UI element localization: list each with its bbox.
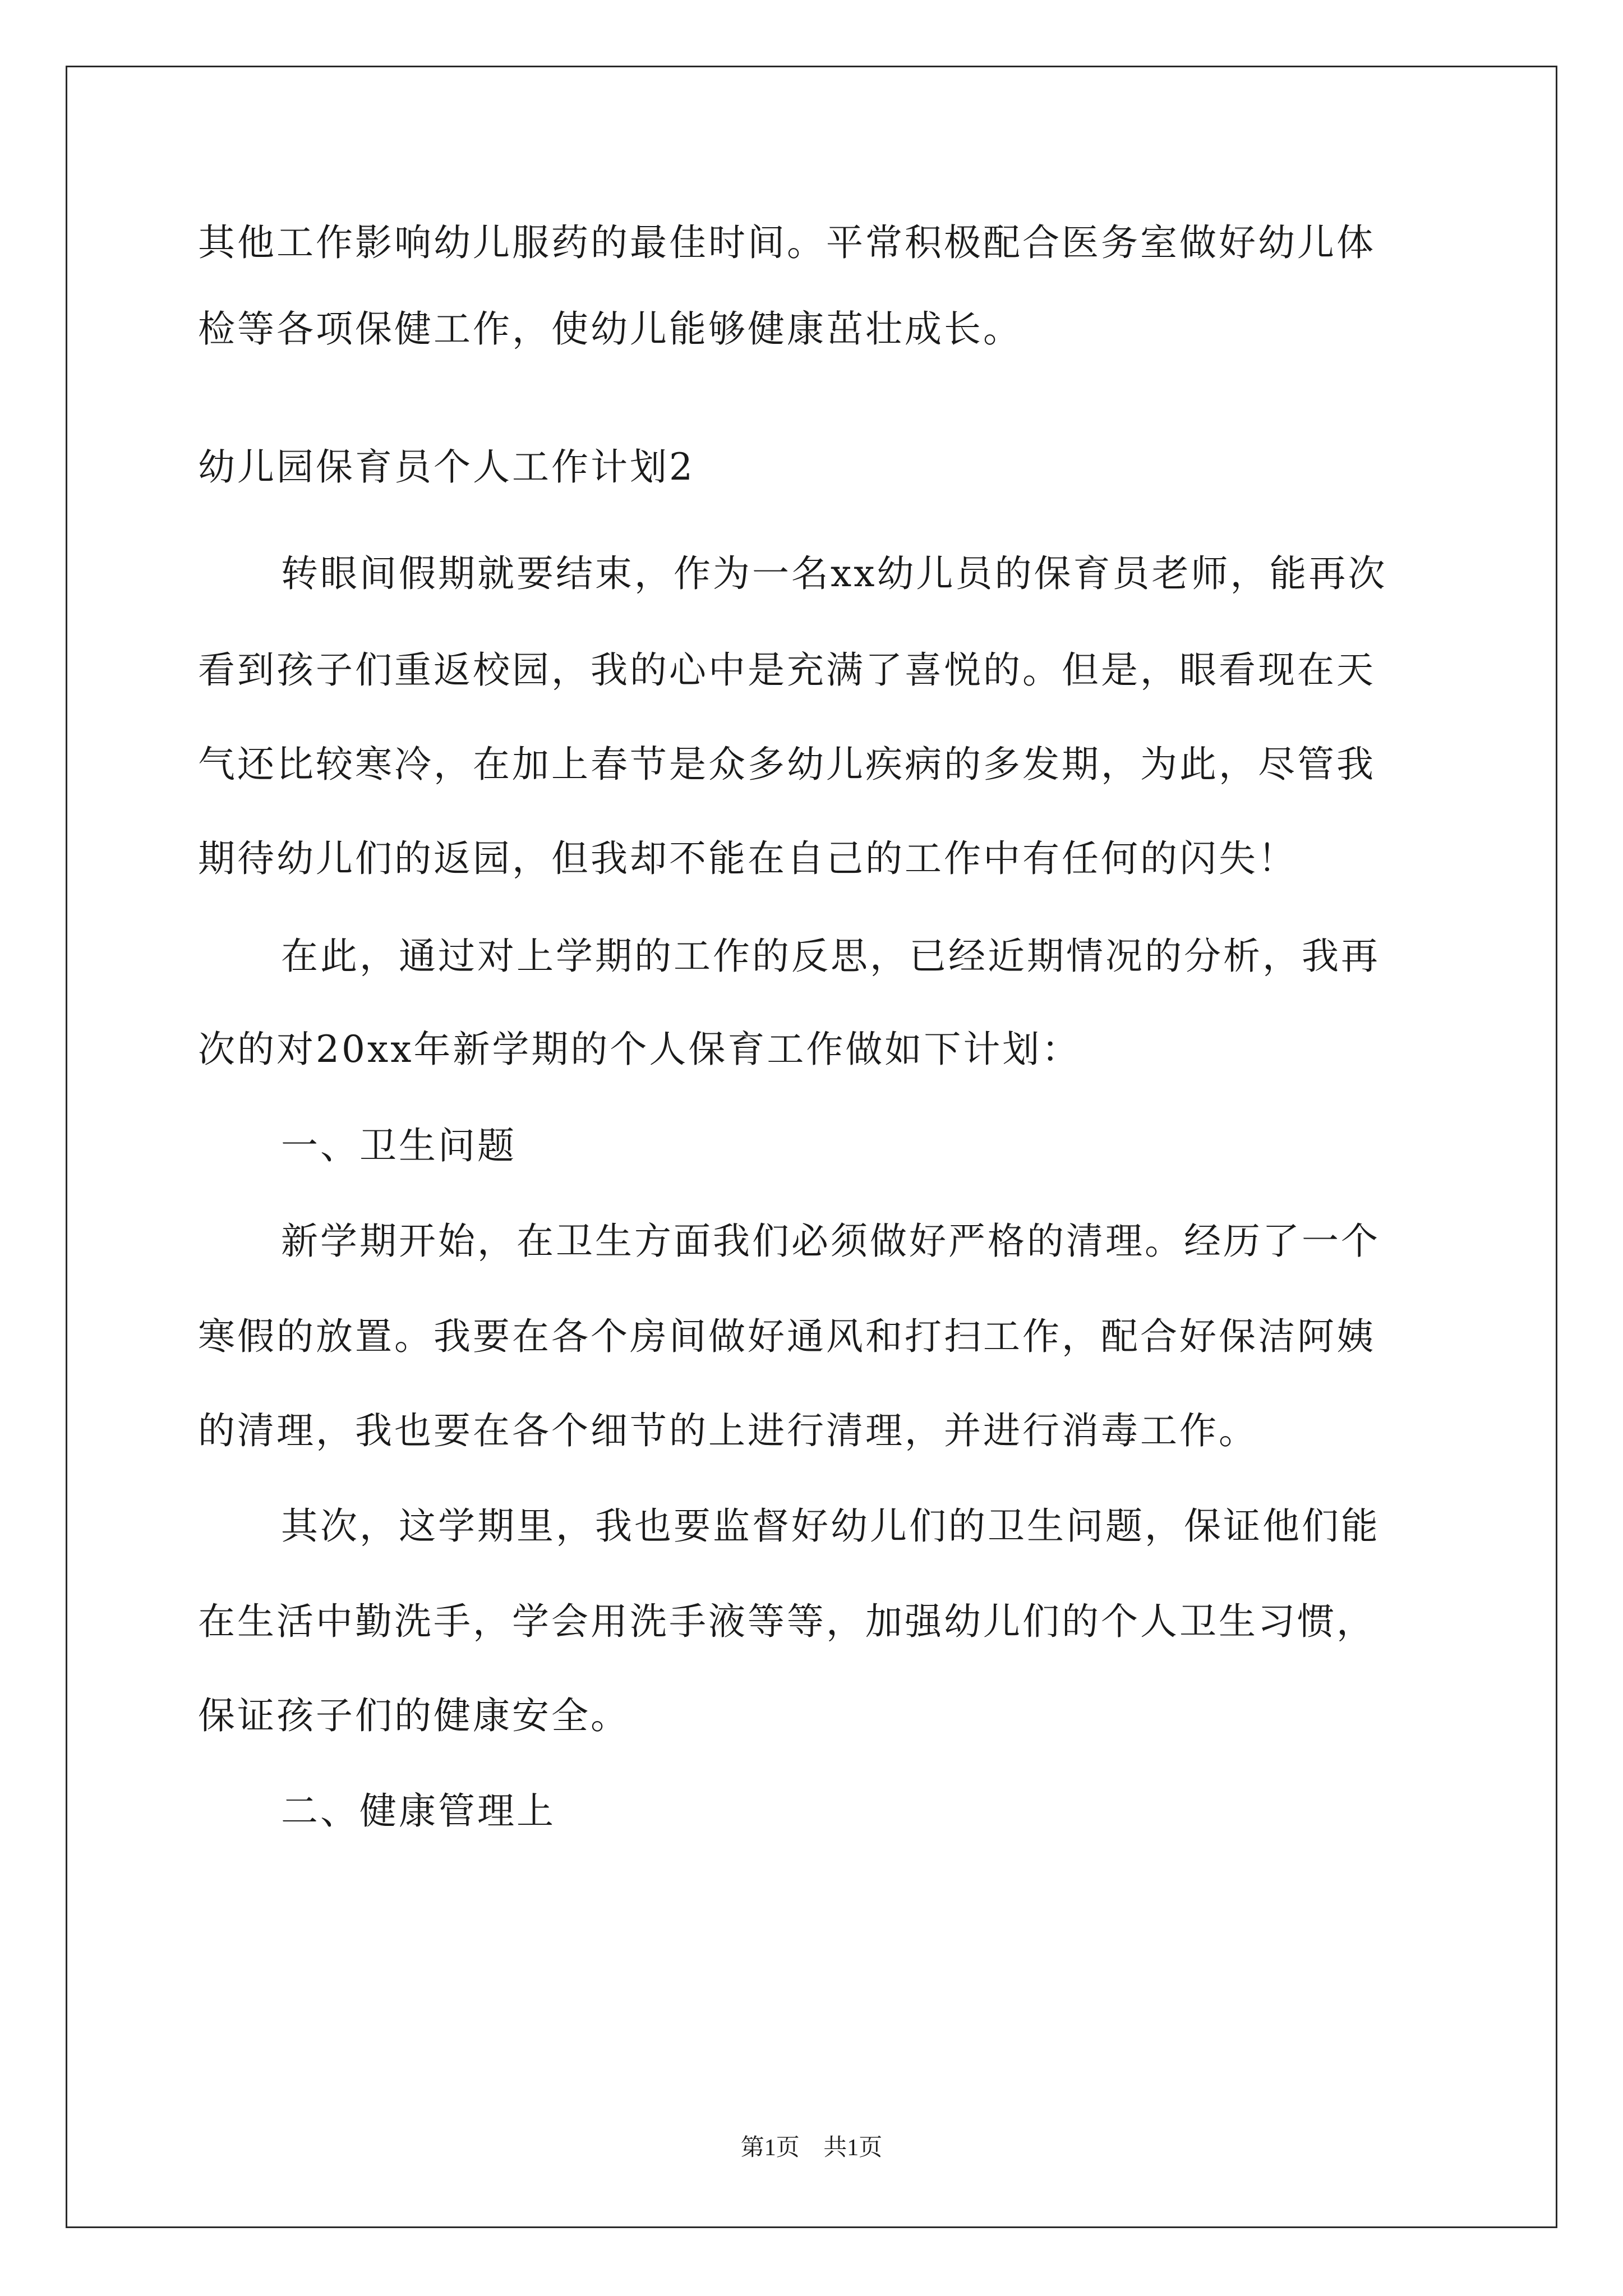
body-line: 看到孩子们重返校园，我的心中是充满了喜悦的。但是，眼看现在天 — [198, 648, 1376, 692]
body-line: 次的对20xx年新学期的个人保育工作做如下计划： — [198, 1028, 1081, 1071]
body-line: 转眼间假期就要结束，作为一名xx幼儿员的保育员老师，能再次 — [281, 552, 1387, 595]
body-line: 保证孩子们的健康安全。 — [198, 1694, 630, 1737]
body-line: 其次，这学期里，我也要监督好幼儿们的卫生问题，保证他们能 — [281, 1504, 1380, 1548]
body-line: 寒假的放置。我要在各个房间做好通风和打扫工作，配合好保洁阿姨 — [198, 1315, 1376, 1358]
body-line: 其他工作影响幼儿服药的最佳时间。平常积极配合医务室做好幼儿体 — [198, 221, 1376, 264]
subsection-heading: 一、卫生问题 — [281, 1124, 517, 1167]
subsection-heading: 二、健康管理上 — [281, 1789, 556, 1833]
page-total: 共1页 — [823, 2135, 883, 2161]
page-number: 第1页 — [740, 2135, 800, 2161]
body-line: 在生活中勤洗手，学会用洗手液等等，加强幼儿们的个人卫生习惯， — [198, 1600, 1376, 1643]
page-footer — [0, 2129, 1623, 2162]
body-line: 在此，通过对上学期的工作的反思，已经近期情况的分析，我再 — [281, 935, 1380, 978]
body-line: 的清理，我也要在各个细节的上进行清理，并进行消毒工作。 — [198, 1409, 1258, 1452]
section-heading: 幼儿园保育员个人工作计划2 — [198, 445, 695, 489]
body-line: 新学期开始，在卫生方面我们必须做好严格的清理。经历了一个 — [281, 1220, 1380, 1263]
body-line: 期待幼儿们的返园，但我却不能在自己的工作中有任何的闪失！ — [198, 837, 1297, 880]
body-line: 检等各项保健工作，使幼儿能够健康茁壮成长。 — [198, 307, 1022, 351]
body-line: 气还比较寒冷，在加上春节是众多幼儿疾病的多发期，为此，尽管我 — [198, 743, 1376, 786]
